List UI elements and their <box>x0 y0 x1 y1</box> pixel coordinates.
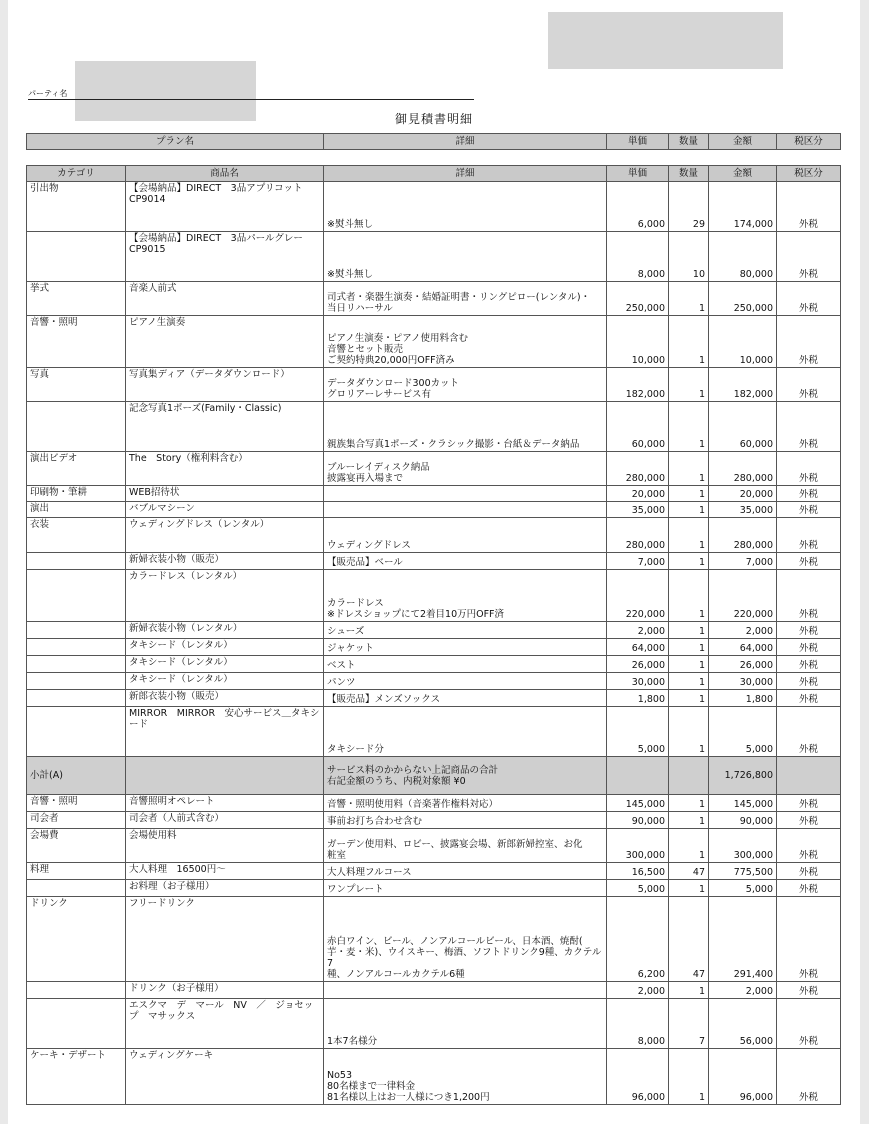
amount-cell: 35,000 <box>709 502 777 518</box>
quantity-cell: 7 <box>669 999 709 1049</box>
tax-type-cell: 外税 <box>777 656 841 673</box>
detail-cell <box>324 673 607 690</box>
item-name-cell: ドリンク（お子様用） <box>126 982 324 999</box>
item-name-cell: 記念写真1ポーズ(Family・Classic) <box>126 402 324 452</box>
unit-price-cell: 35,000 <box>607 502 669 518</box>
detail-cell <box>324 518 607 553</box>
header-amount: 金額 <box>709 166 777 182</box>
subtotal-row <box>27 757 841 795</box>
amount-cell: 10,000 <box>709 316 777 368</box>
item-name-cell: 【会場納品】DIRECT 3品アプリコットCP9014 <box>126 182 324 232</box>
detail-cell <box>324 897 607 982</box>
amount-cell: 1,726,800 <box>709 757 777 795</box>
tax-type-cell: 外税 <box>777 982 841 999</box>
tax-type-cell: 外税 <box>777 622 841 639</box>
amount-cell: 1,800 <box>709 690 777 707</box>
detail-line: 披露宴再入場まで <box>327 473 404 484</box>
category-cell <box>27 999 126 1049</box>
unit-price-cell: 220,000 <box>607 570 669 622</box>
header-category: カテゴリ <box>27 166 126 182</box>
table-row <box>27 452 841 486</box>
amount-cell: 64,000 <box>709 639 777 656</box>
item-name-cell: ウェディングケーキ <box>126 1049 324 1105</box>
detail-line: シューズ <box>327 626 365 637</box>
category-cell <box>27 553 126 570</box>
unit-price-cell: 20,000 <box>607 486 669 502</box>
item-name-cell: 会場使用料 <box>126 829 324 863</box>
item-name-cell: 新婦衣装小物（レンタル） <box>126 622 324 639</box>
table-row <box>27 1049 841 1105</box>
detail-line: ご契約特典20,000円OFF済み <box>327 355 455 366</box>
item-name-cell: タキシード（レンタル） <box>126 639 324 656</box>
amount-cell: 250,000 <box>709 282 777 316</box>
detail-cell <box>324 1049 607 1105</box>
item-name-cell: カラードレス（レンタル） <box>126 570 324 622</box>
unit-price-cell: 96,000 <box>607 1049 669 1105</box>
tax-type-cell: 外税 <box>777 282 841 316</box>
party-name-label: パーティ名 <box>28 89 68 98</box>
table-row <box>27 639 841 656</box>
items-table-header <box>27 166 841 182</box>
unit-price-cell: 6,200 <box>607 897 669 982</box>
item-name-cell: タキシード（レンタル） <box>126 656 324 673</box>
unit-price-cell: 6,000 <box>607 182 669 232</box>
category-cell: 音響・照明 <box>27 316 126 368</box>
table-row <box>27 656 841 673</box>
detail-line: ジャケット <box>327 643 374 654</box>
tax-type-cell: 外税 <box>777 502 841 518</box>
detail-cell <box>324 486 607 502</box>
unit-price-cell: 182,000 <box>607 368 669 402</box>
table-row <box>27 880 841 897</box>
item-name-cell: ウェディングドレス（レンタル） <box>126 518 324 553</box>
detail-line: 赤白ワイン、ビール、ノンアルコールビール、日本酒、焼酎( <box>327 936 583 947</box>
detail-line: パンツ <box>327 677 356 688</box>
item-name-cell: 写真集ディア（データダウンロード） <box>126 368 324 402</box>
detail-line: 音響とセット販売 <box>327 344 404 355</box>
detail-cell <box>324 880 607 897</box>
detail-cell <box>324 182 607 232</box>
amount-cell: 20,000 <box>709 486 777 502</box>
tax-type-cell: 外税 <box>777 812 841 829</box>
amount-cell: 96,000 <box>709 1049 777 1105</box>
item-name-cell: 新郎衣装小物（販売） <box>126 690 324 707</box>
table-row <box>27 232 841 282</box>
tax-type-cell: 外税 <box>777 897 841 982</box>
detail-line: 事前お打ち合わせ含む <box>327 816 423 827</box>
quantity-cell: 1 <box>669 402 709 452</box>
quantity-cell: 29 <box>669 182 709 232</box>
quantity-cell: 1 <box>669 690 709 707</box>
unit-price-cell: 300,000 <box>607 829 669 863</box>
detail-line: 種、ノンアルコールカクテル6種 <box>327 969 465 980</box>
category-cell: 料理 <box>27 863 126 880</box>
detail-cell <box>324 757 607 795</box>
table-row <box>27 622 841 639</box>
item-name-cell: エスクマ デ マール NV ／ ジョセップ マサックス <box>126 999 324 1049</box>
unit-price-cell: 1,800 <box>607 690 669 707</box>
unit-price-cell: 2,000 <box>607 982 669 999</box>
unit-price-cell: 64,000 <box>607 639 669 656</box>
item-name-cell: 音楽人前式 <box>126 282 324 316</box>
amount-cell: 775,500 <box>709 863 777 880</box>
detail-cell <box>324 999 607 1049</box>
tax-type-cell: 外税 <box>777 570 841 622</box>
category-cell <box>27 232 126 282</box>
category-cell: 印刷物・筆耕 <box>27 486 126 502</box>
unit-price-cell: 8,000 <box>607 232 669 282</box>
detail-cell <box>324 232 607 282</box>
detail-cell <box>324 452 607 486</box>
tax-type-cell: 外税 <box>777 402 841 452</box>
detail-cell <box>324 707 607 757</box>
table-row <box>27 897 841 982</box>
table-row <box>27 182 841 232</box>
quantity-cell: 1 <box>669 452 709 486</box>
amount-cell: 182,000 <box>709 368 777 402</box>
table-row <box>27 402 841 452</box>
tax-type-cell: 外税 <box>777 518 841 553</box>
detail-cell <box>324 795 607 812</box>
unit-price-cell: 280,000 <box>607 452 669 486</box>
category-cell <box>27 622 126 639</box>
detail-cell <box>324 553 607 570</box>
detail-line: ブルーレイディスク納品 <box>327 462 430 473</box>
detail-line: 81名様以上はお一人様につき1,200円 <box>327 1092 490 1103</box>
item-name-cell <box>126 757 324 795</box>
item-name-cell: 【会場納品】DIRECT 3品パールグレーCP9015 <box>126 232 324 282</box>
quantity-cell: 1 <box>669 673 709 690</box>
detail-line: データダウンロード300カット <box>327 378 460 389</box>
unit-price-cell: 8,000 <box>607 999 669 1049</box>
detail-cell <box>324 690 607 707</box>
detail-cell <box>324 570 607 622</box>
item-name-cell: バブルマシーン <box>126 502 324 518</box>
plan-header-tax: 税区分 <box>777 134 841 150</box>
amount-cell: 26,000 <box>709 656 777 673</box>
quantity-cell: 1 <box>669 639 709 656</box>
tax-type-cell: 外税 <box>777 182 841 232</box>
detail-line: 80名様まで一律料金 <box>327 1081 416 1092</box>
plan-header-detail: 詳細 <box>324 134 607 150</box>
quantity-cell: 1 <box>669 795 709 812</box>
detail-line: 1本7名様分 <box>327 1036 378 1047</box>
detail-cell <box>324 982 607 999</box>
category-cell: 写真 <box>27 368 126 402</box>
detail-line: ガーデン使用料、ロビー、披露宴会場、新郎新婦控室、お化 <box>327 839 583 850</box>
category-cell: 挙式 <box>27 282 126 316</box>
table-row <box>27 553 841 570</box>
detail-line: 司式者・楽器生演奏・結婚証明書・リングピロー(レンタル)・ <box>327 292 591 303</box>
table-row <box>27 316 841 368</box>
detail-line: 当日リハーサル <box>327 303 393 314</box>
header-detail: 詳細 <box>324 166 607 182</box>
category-cell: 会場費 <box>27 829 126 863</box>
category-cell: 音響・照明 <box>27 795 126 812</box>
category-cell: ケーキ・デザート <box>27 1049 126 1105</box>
amount-cell: 280,000 <box>709 518 777 553</box>
detail-line: ベスト <box>327 660 356 671</box>
plan-header-name: プラン名 <box>27 134 324 150</box>
amount-cell: 291,400 <box>709 897 777 982</box>
plan-header-qty: 数量 <box>669 134 709 150</box>
tax-type-cell: 外税 <box>777 553 841 570</box>
unit-price-cell: 5,000 <box>607 880 669 897</box>
tax-type-cell: 外税 <box>777 795 841 812</box>
item-name-cell: 大人料理 16500円～ <box>126 863 324 880</box>
amount-cell: 7,000 <box>709 553 777 570</box>
table-row <box>27 570 841 622</box>
detail-line: 粧室 <box>327 850 347 861</box>
table-row <box>27 795 841 812</box>
header-unit-price: 単価 <box>607 166 669 182</box>
detail-line: ※熨斗無し <box>327 269 373 280</box>
category-cell <box>27 570 126 622</box>
detail-line: 大人料理フルコース <box>327 867 412 878</box>
items-table <box>26 165 841 1105</box>
unit-price-cell: 60,000 <box>607 402 669 452</box>
item-name-cell: MIRROR MIRROR 安心サービス＿タキシード <box>126 707 324 757</box>
header-tax-type: 税区分 <box>777 166 841 182</box>
items-table-body <box>27 182 841 1105</box>
amount-cell: 30,000 <box>709 673 777 690</box>
table-row <box>27 707 841 757</box>
unit-price-cell: 10,000 <box>607 316 669 368</box>
category-cell: 衣装 <box>27 518 126 553</box>
tax-type-cell: 外税 <box>777 863 841 880</box>
detail-line: タキシード分 <box>327 744 384 755</box>
item-name-cell: フリードリンク <box>126 897 324 982</box>
category-cell: 引出物 <box>27 182 126 232</box>
tax-type-cell: 外税 <box>777 673 841 690</box>
amount-cell: 5,000 <box>709 880 777 897</box>
plan-table <box>26 133 841 150</box>
detail-line: 【販売品】ベール <box>327 557 403 568</box>
item-name-cell: 音響照明オペレート <box>126 795 324 812</box>
category-cell <box>27 690 126 707</box>
quantity-cell: 47 <box>669 863 709 880</box>
quantity-cell: 47 <box>669 897 709 982</box>
unit-price-cell: 16,500 <box>607 863 669 880</box>
category-cell <box>27 639 126 656</box>
quantity-cell: 1 <box>669 982 709 999</box>
quantity-cell: 1 <box>669 486 709 502</box>
tax-type-cell: 外税 <box>777 1049 841 1105</box>
amount-cell: 145,000 <box>709 795 777 812</box>
table-row <box>27 982 841 999</box>
detail-cell <box>324 863 607 880</box>
detail-cell <box>324 316 607 368</box>
table-row <box>27 863 841 880</box>
tax-type-cell: 外税 <box>777 829 841 863</box>
quantity-cell: 1 <box>669 829 709 863</box>
item-name-cell: ピアノ生演奏 <box>126 316 324 368</box>
amount-cell: 300,000 <box>709 829 777 863</box>
unit-price-cell: 90,000 <box>607 812 669 829</box>
table-row <box>27 368 841 402</box>
quantity-cell: 1 <box>669 707 709 757</box>
detail-line: ※ドレスショップにて2着目10万円OFF済 <box>327 609 505 620</box>
unit-price-cell <box>607 757 669 795</box>
quantity-cell: 1 <box>669 570 709 622</box>
tax-type-cell: 外税 <box>777 368 841 402</box>
table-row <box>27 673 841 690</box>
category-cell <box>27 673 126 690</box>
quantity-cell: 1 <box>669 316 709 368</box>
unit-price-cell: 5,000 <box>607 707 669 757</box>
plan-header-amount: 金額 <box>709 134 777 150</box>
tax-type-cell: 外税 <box>777 316 841 368</box>
amount-cell: 90,000 <box>709 812 777 829</box>
category-cell: 小計(A) <box>27 757 126 795</box>
detail-line: 右記金額のうち、内税対象額 ¥0 <box>327 775 466 787</box>
table-row <box>27 502 841 518</box>
quantity-cell <box>669 757 709 795</box>
amount-cell: 220,000 <box>709 570 777 622</box>
detail-line: 親族集合写真1ポーズ・クラシック撮影・台紙＆データ納品 <box>327 439 580 450</box>
item-name-cell: タキシード（レンタル） <box>126 673 324 690</box>
detail-line: 芋・麦・米)、ウイスキー、梅酒、ソフトドリンク9種、カクテル7 <box>327 947 602 969</box>
quantity-cell: 1 <box>669 880 709 897</box>
detail-cell <box>324 402 607 452</box>
detail-line: ※熨斗無し <box>327 219 373 230</box>
detail-cell <box>324 368 607 402</box>
quantity-cell: 1 <box>669 812 709 829</box>
item-name-cell: 新婦衣装小物（販売） <box>126 553 324 570</box>
category-cell: 司会者 <box>27 812 126 829</box>
table-row <box>27 829 841 863</box>
tax-type-cell: 外税 <box>777 486 841 502</box>
document-page <box>8 0 860 1124</box>
detail-cell <box>324 656 607 673</box>
amount-cell: 60,000 <box>709 402 777 452</box>
tax-type-cell: 外税 <box>777 232 841 282</box>
table-row <box>27 690 841 707</box>
table-row <box>27 486 841 502</box>
table-row <box>27 812 841 829</box>
amount-cell: 56,000 <box>709 999 777 1049</box>
detail-line: 【販売品】メンズソックス <box>327 694 441 705</box>
table-row <box>27 518 841 553</box>
tax-type-cell: 外税 <box>777 639 841 656</box>
detail-cell <box>324 829 607 863</box>
header-quantity: 数量 <box>669 166 709 182</box>
quantity-cell: 1 <box>669 518 709 553</box>
unit-price-cell: 250,000 <box>607 282 669 316</box>
category-cell <box>27 656 126 673</box>
quantity-cell: 1 <box>669 553 709 570</box>
quantity-cell: 1 <box>669 656 709 673</box>
amount-cell: 2,000 <box>709 622 777 639</box>
detail-line: グロリアーレサービス有 <box>327 389 432 400</box>
tax-type-cell: 外税 <box>777 452 841 486</box>
amount-cell: 2,000 <box>709 982 777 999</box>
detail-cell <box>324 639 607 656</box>
amount-cell: 280,000 <box>709 452 777 486</box>
amount-cell: 5,000 <box>709 707 777 757</box>
detail-line: ピアノ生演奏・ピアノ使用料含む <box>327 333 468 344</box>
item-name-cell: WEB招待状 <box>126 486 324 502</box>
quantity-cell: 1 <box>669 282 709 316</box>
unit-price-cell: 280,000 <box>607 518 669 553</box>
plan-table-header <box>27 134 841 150</box>
category-cell <box>27 880 126 897</box>
detail-cell <box>324 502 607 518</box>
table-row <box>27 282 841 316</box>
detail-line: 音響・照明使用料（音楽著作権料対応） <box>327 799 499 810</box>
amount-cell: 174,000 <box>709 182 777 232</box>
tax-type-cell: 外税 <box>777 999 841 1049</box>
tax-type-cell: 外税 <box>777 707 841 757</box>
category-cell <box>27 982 126 999</box>
item-name-cell: The Story（権利料含む） <box>126 452 324 486</box>
category-cell: 演出 <box>27 502 126 518</box>
detail-line: ウェディングドレス <box>327 540 411 551</box>
quantity-cell: 10 <box>669 232 709 282</box>
unit-price-cell: 2,000 <box>607 622 669 639</box>
plan-header-price: 単価 <box>607 134 669 150</box>
detail-line: サービス料のかからない上記商品の合計 <box>327 764 499 776</box>
quantity-cell: 1 <box>669 368 709 402</box>
amount-cell: 80,000 <box>709 232 777 282</box>
category-cell: ドリンク <box>27 897 126 982</box>
unit-price-cell: 30,000 <box>607 673 669 690</box>
header-item-name: 商品名 <box>126 166 324 182</box>
detail-line: No53 <box>327 1070 353 1081</box>
category-cell <box>27 707 126 757</box>
table-row <box>27 999 841 1049</box>
detail-cell <box>324 812 607 829</box>
item-name-cell: お料理（お子様用） <box>126 880 324 897</box>
category-cell: 演出ビデオ <box>27 452 126 486</box>
tax-type-cell: 外税 <box>777 690 841 707</box>
quantity-cell: 1 <box>669 622 709 639</box>
redacted-block <box>548 12 783 69</box>
unit-price-cell: 145,000 <box>607 795 669 812</box>
detail-line: ワンプレート <box>327 884 384 895</box>
detail-line: カラードレス <box>327 598 384 609</box>
quantity-cell: 1 <box>669 502 709 518</box>
document-title: 御見積書明細 <box>394 112 473 126</box>
tax-type-cell <box>777 757 841 795</box>
quantity-cell: 1 <box>669 1049 709 1105</box>
detail-cell <box>324 622 607 639</box>
tax-type-cell: 外税 <box>777 880 841 897</box>
detail-cell <box>324 282 607 316</box>
item-name-cell: 司会者（人前式含む） <box>126 812 324 829</box>
unit-price-cell: 26,000 <box>607 656 669 673</box>
party-name-underline <box>28 99 474 100</box>
unit-price-cell: 7,000 <box>607 553 669 570</box>
category-cell <box>27 402 126 452</box>
